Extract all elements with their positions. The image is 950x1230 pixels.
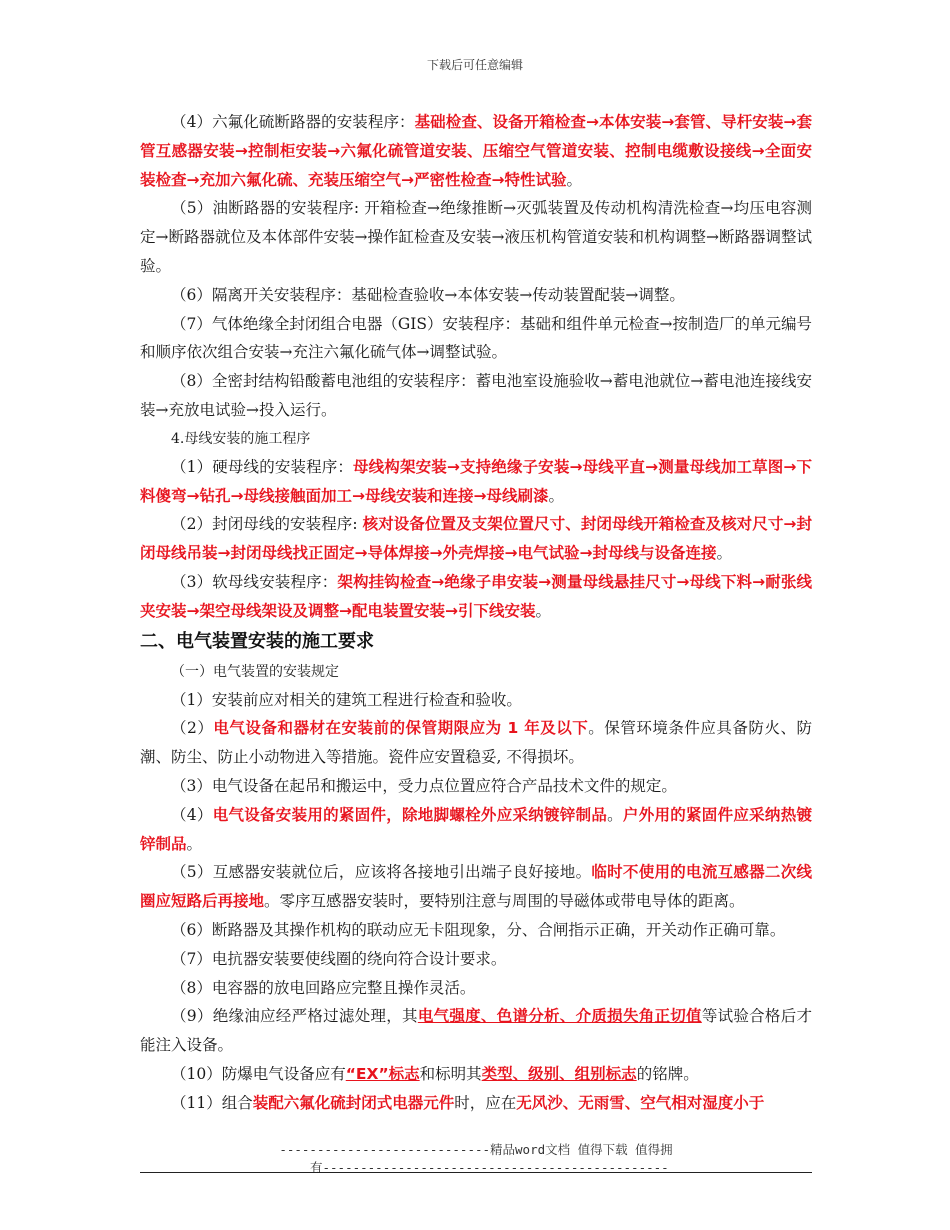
text-segment: （3）软母线安装程序： — [171, 572, 338, 591]
text-segment: （7）电抗器安装要使线圈的绕向符合设计要求。 — [171, 949, 507, 968]
text-segment: （2）封闭母线的安装程序: — [171, 515, 363, 534]
text-segment: 4.母线安装的施工程序 — [171, 430, 311, 447]
paragraph — [140, 1089, 812, 1118]
subheading — [140, 658, 812, 686]
subheading — [140, 425, 812, 453]
paragraph — [140, 1060, 812, 1089]
highlighted-text: 临时不使用的电流互感器二次线圈应短路后再接地 — [140, 863, 812, 911]
paragraph — [140, 916, 812, 945]
footer-rule — [140, 1172, 812, 1173]
paragraph — [140, 714, 812, 772]
paragraph — [140, 772, 812, 801]
highlighted-text: 母线构架安装→支持绝缘子安装→母线平直→测量母线加工草图→下料傻弯→钻孔→母线接触面加工→母线安装和连接→母线刷漆 — [140, 457, 812, 505]
text-segment: （4）六氟化硫断路器的安装程序： — [171, 113, 415, 131]
paragraph — [140, 453, 812, 511]
text-segment: （4） — [171, 805, 213, 824]
paragraph — [140, 858, 812, 916]
text-segment: 。 — [548, 486, 564, 505]
footer-text-line2: 有---------------------------------------------- — [310, 1160, 669, 1175]
highlighted-underlined-text: 电气强度、色谱分析、介质损失角正切值 — [417, 1007, 702, 1026]
text-segment: （一）电气装置的安装规定 — [171, 663, 339, 680]
text-segment: （8）全密封结构铅酸蓄电池组的安装程序：蓄电池室设施验收→蓄电池就位→蓄电池连接线安装→充放电试验→投入运行。 — [140, 372, 812, 419]
section-heading — [140, 626, 812, 658]
paragraph — [140, 801, 812, 859]
highlighted-text: 装配六氟化硫封闭式电器元件 — [252, 1093, 455, 1112]
document-body — [140, 108, 812, 1118]
paragraph — [140, 945, 812, 974]
highlighted-text: 架构挂钩检查→绝缘子串安装→测量母线悬挂尺寸→母线下料→耐张线夹安装→架空母线架设及调整→配电装置安装→引下线安装 — [140, 572, 812, 620]
text-segment: （6）断路器及其操作机构的联动应无卡阻现象，分、合闸指示正确，开关动作正确可靠。 — [171, 920, 786, 939]
highlighted-text: 核对设备位置及支架位置尺寸、封闭母线开箱检查及核对尺寸→封闭母线吊装→封闭母线找正固定→导体焊接→外壳焊接→电气试验→封母线与设备连接 — [140, 515, 812, 563]
text-segment: 等试验合格后才能注入设备。 — [140, 1007, 812, 1055]
text-segment: 。 — [716, 544, 732, 563]
text-segment: 和标明其 — [419, 1064, 482, 1083]
paragraph — [140, 568, 812, 626]
text-segment: （3）电气设备在起吊和搬运中，受力点位置应符合产品技术文件的规定。 — [171, 776, 677, 795]
highlighted-underlined-text: 类型、级别、组别标志 — [481, 1064, 637, 1083]
paragraph — [140, 281, 812, 310]
text-segment: 。 — [186, 834, 203, 853]
text-segment: （5）互感器安装就位后，应该将各接地引出端子良好接地。 — [171, 863, 592, 882]
paragraph — [140, 974, 812, 1003]
text-segment: （1）安装前应对相关的建筑工程进行检查和验收。 — [171, 690, 522, 709]
paragraph — [140, 510, 812, 568]
paragraph — [140, 108, 812, 194]
highlighted-text: 基础检查、设备开箱检查→本体安装→套管、导杆安装→套管互感器安装→控制柜安装→六氟化硫管道安装、压缩空气管道安装、控制电缆敷设接线→全面安装检查→充加六氟化硫、充装压缩空气→严密性检查→特性试验 — [140, 113, 812, 189]
text-segment: （8）电容器的放电回路应完整且操作灵活。 — [171, 978, 476, 997]
paragraph — [140, 310, 812, 368]
text-segment: （10）防爆电气设备应有 — [171, 1064, 346, 1083]
text-segment: （1）硬母线的安装程序： — [171, 457, 354, 476]
text-segment: 。保管环境条件应具备防火、防潮、防尘、防止小动物进入等措施。瓷件应安置稳妥, 不得损坏。 — [140, 719, 812, 767]
text-segment: （11）组合 — [171, 1093, 253, 1112]
highlighted-text: 电气设备和器材在安装前的保管期限应为 1 年及以下 — [213, 719, 589, 738]
text-segment: 。 — [607, 805, 623, 824]
highlighted-text: 户外用的紧固件应采纳热镀锌制品 — [140, 805, 812, 853]
highlighted-underlined-text: “EX”标志 — [345, 1064, 420, 1083]
text-segment: （7）气体绝缘全封闭组合电器（GIS）安装程序：基础和组件单元检查→按制造厂的单元编号和顺序依次组合安装→充注六氟化硫气体→调整试验。 — [140, 314, 812, 362]
paragraph — [140, 194, 812, 280]
text-segment: 的铭牌。 — [636, 1064, 699, 1083]
text-segment: 二、电气装置安装的施工要求 — [140, 630, 374, 652]
text-segment: （5）油断路器的安装程序: 开箱检查→绝缘推断→灭弧装置及传动机构清洗检查→均压电容测定→断路器就位及本体部件安装→操作缸检查及安装→液压机构管道安装和机构调整→断路器调整试验。 — [140, 199, 812, 275]
paragraph — [140, 1002, 812, 1060]
text-segment: （9）绝缘油应经严格过滤处理，其 — [171, 1007, 418, 1026]
paragraph — [140, 367, 812, 425]
paragraph — [140, 686, 812, 715]
text-segment: （2） — [171, 719, 214, 738]
text-segment: 。零序互感器安装时，要特别注意与周围的导磁体或带电导体的距离。 — [264, 892, 745, 911]
text-segment: 时，应在 — [454, 1093, 517, 1112]
text-segment: （6）隔离开关安装程序：基础检查验收→本体安装→传动装置配装→调整。 — [171, 285, 685, 304]
page-header: 下载后可任意编辑 — [426, 58, 523, 72]
highlighted-text: 无风沙、无雨雪、空气相对湿度小于 — [516, 1093, 765, 1112]
highlighted-text: 电气设备安装用的紧固件，除地脚螺栓外应采纳镀锌制品 — [212, 805, 608, 824]
footer-text-line1: ----------------------------精品word文档 值得下载 值得拥 — [279, 1142, 673, 1157]
text-segment: 。 — [535, 601, 551, 620]
text-segment: 。 — [566, 170, 582, 189]
